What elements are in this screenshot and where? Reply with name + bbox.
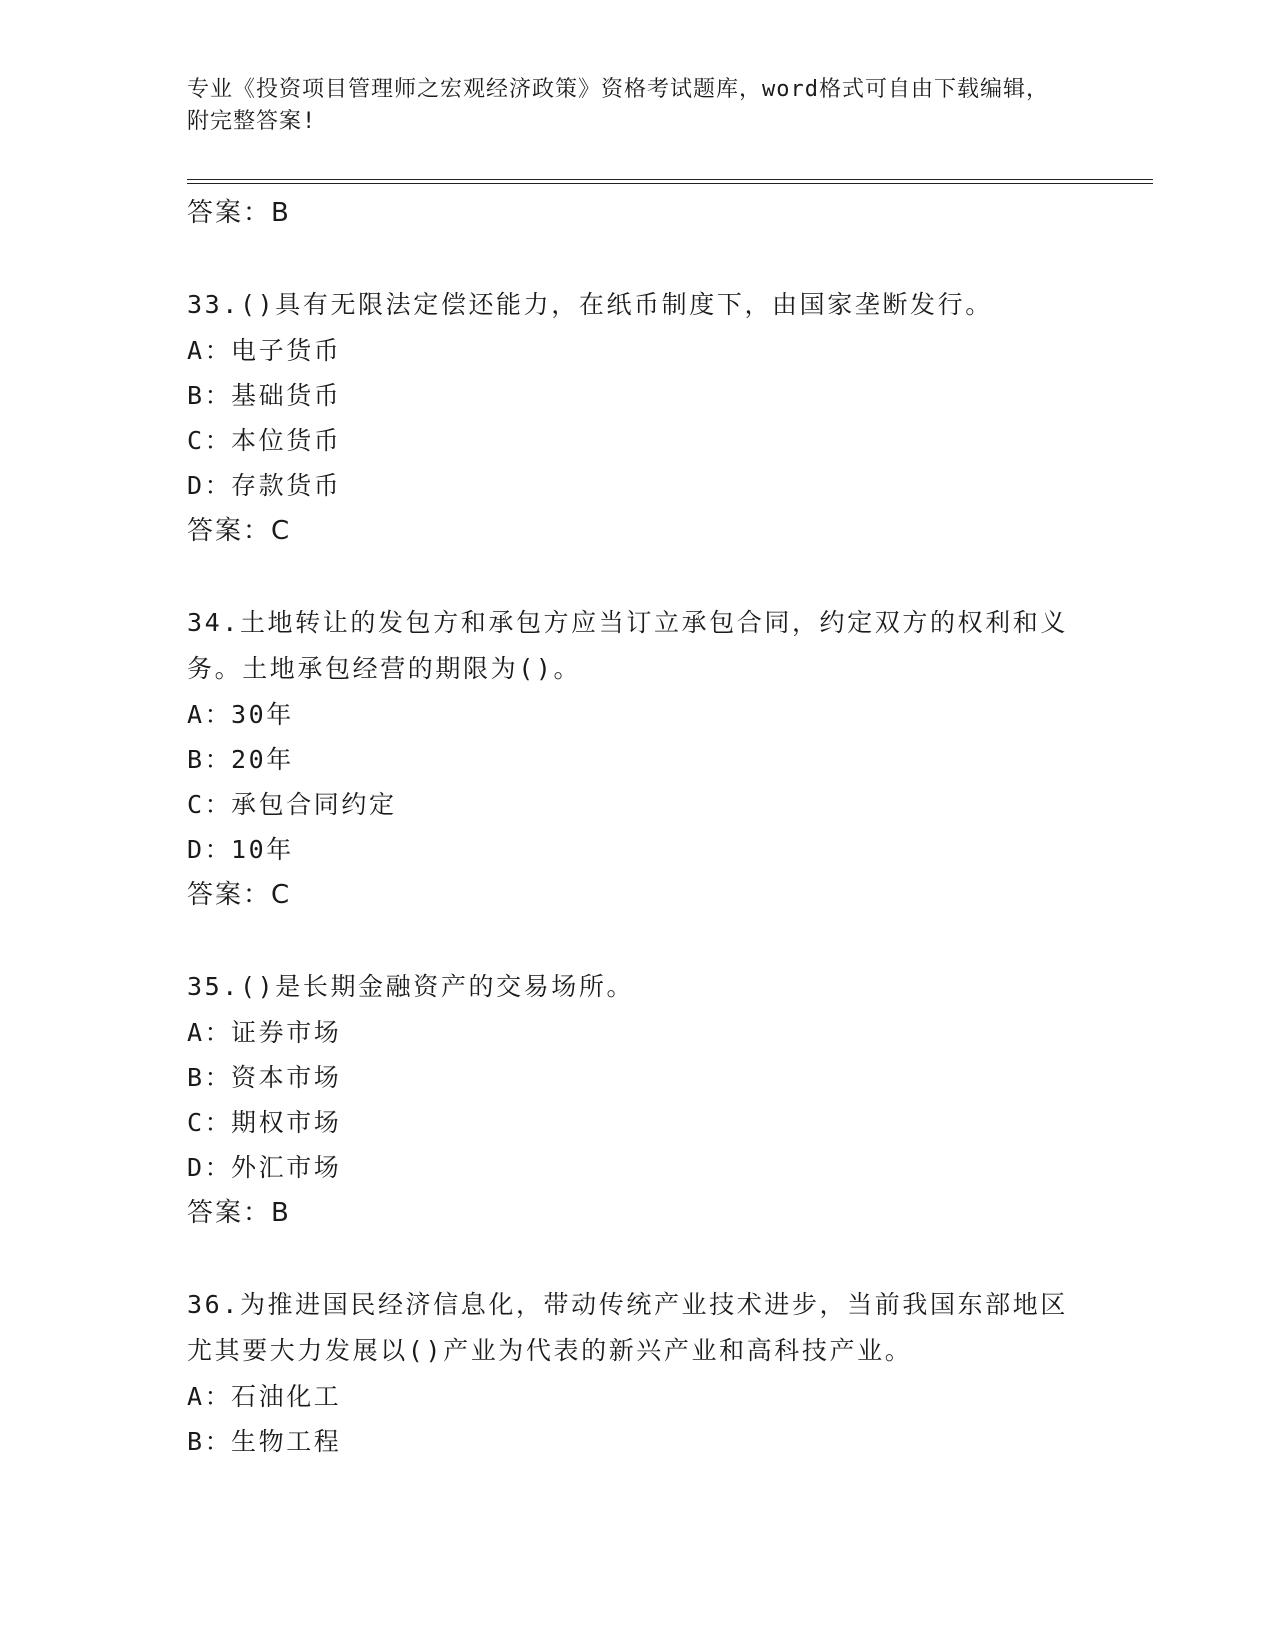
option-key: B： [187, 1427, 233, 1456]
option-key: B： [187, 1063, 233, 1092]
header-rule-top [187, 179, 1153, 180]
option-key: C： [187, 1108, 233, 1137]
option-text: 外汇市场 [231, 1153, 342, 1182]
option-text: 石油化工 [231, 1382, 342, 1411]
option-item [187, 1374, 1087, 1419]
option-item [187, 827, 1087, 872]
option-key: D： [187, 835, 233, 864]
option-key: C： [187, 426, 233, 455]
answer-line: 答案：C [187, 880, 292, 910]
page-header-text: 专业《投资项目管理师之宏观经济政策》资格考试题库，word格式可自由下载编辑，附完整答案! [187, 77, 1049, 134]
option-item [187, 1419, 1087, 1464]
option-item [187, 692, 1087, 737]
answer-line: 答案：C [187, 516, 292, 546]
option-text: 10年 [231, 835, 294, 864]
option-text: 存款货币 [231, 471, 342, 500]
option-text: 电子货币 [231, 336, 342, 365]
option-text: 承包合同约定 [231, 790, 397, 819]
question-list [187, 190, 1087, 1464]
option-item [187, 782, 1087, 827]
option-text: 资本市场 [231, 1063, 342, 1092]
option-item [187, 737, 1087, 782]
option-key: D： [187, 1153, 233, 1182]
option-text: 30年 [231, 700, 294, 729]
option-item [187, 418, 1087, 463]
option-item [187, 373, 1087, 418]
option-key: A： [187, 1018, 233, 1047]
option-item [187, 1055, 1087, 1100]
option-text: 20年 [231, 745, 294, 774]
question-text: 33.()具有无限法定偿还能力，在纸币制度下，由国家垄断发行。 [187, 290, 993, 319]
option-key: A： [187, 700, 233, 729]
option-item [187, 1100, 1087, 1145]
option-item [187, 1145, 1087, 1190]
question-text: 35.()是长期金融资产的交易场所。 [187, 972, 635, 1001]
option-item [187, 463, 1087, 508]
answer-line: 答案：B [187, 1198, 291, 1228]
option-text: 生物工程 [231, 1427, 342, 1456]
question-text: 34.土地转让的发包方和承包方应当订立承包合同，约定双方的权利和义务。土地承包经营的期限为()。 [187, 608, 1068, 683]
option-text: 本位货币 [231, 426, 342, 455]
answer-line: 答案：B [187, 198, 291, 228]
option-key: B： [187, 381, 233, 410]
option-key: D： [187, 471, 233, 500]
option-text: 证券市场 [231, 1018, 342, 1047]
option-item [187, 1010, 1087, 1055]
option-text: 基础货币 [231, 381, 342, 410]
question-text: 36.为推进国民经济信息化，带动传统产业技术进步，当前我国东部地区尤其要大力发展以()产业为代表的新兴产业和高科技产业。 [187, 1290, 1068, 1365]
option-item [187, 328, 1087, 373]
header-rule-bottom [187, 183, 1153, 184]
option-key: A： [187, 336, 233, 365]
option-key: A： [187, 1382, 233, 1411]
option-key: B： [187, 745, 233, 774]
option-key: C： [187, 790, 233, 819]
option-text: 期权市场 [231, 1108, 342, 1137]
